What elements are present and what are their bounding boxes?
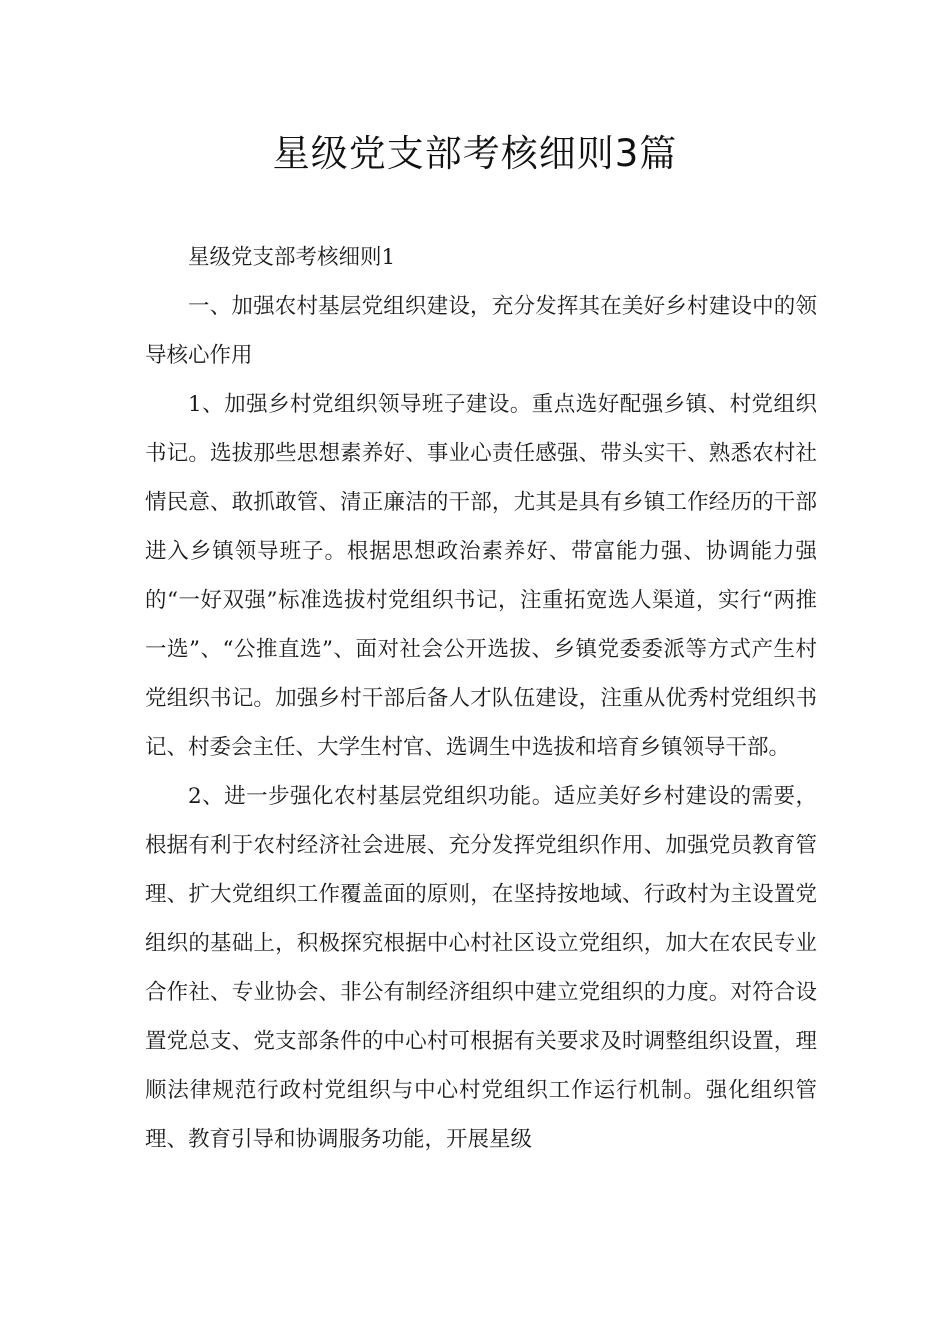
paragraph: 2、进一步强化农村基层党组织功能。适应美好乡村建设的需要，根据有利于农村经济社会进展、充分发挥党组织作用、加强党员教育管理、扩大党组织工作覆盖面的原则，在坚持按地域、行政村为主设置党组织的基础上，积极探究根据中心村社区设立党组织，加大在农民专业合作社、专业协会、非公有制经济组织中建立党组织的力度。对符合设置党总支、党支部条件的中心村可根据有关要求及时调整组织设置，理顺法律规范行政村党组织与中心村党组织工作运行机制。强化组织管理、教育引导和协调服务功能，开展星级 [145,784,817,1152]
document-title: 星级党支部考核细则3篇 [272,132,678,175]
document-body [145,233,817,1164]
section-heading: 星级党支部考核细则1 [188,245,396,270]
paragraph: 一、加强农村基层党组织建设，充分发挥其在美好乡村建设中的领导核心作用 [145,294,817,368]
paragraph: 1、加强乡村党组织领导班子建设。重点选好配强乡镇、村党组织书记。选拔那些思想素养好、事业心责任感强、带头实干、熟悉农村社情民意、敢抓敢管、清正廉洁的干部，尤其是具有乡镇工作经历的干部进入乡镇领导班子。根据思想政治素养好、带富能力强、协调能力强的“一好双强”标准选拔村党组织书记，注重拓宽选人渠道，实行“两推一选”、“公推直选”、面对社会公开选拔、乡镇党委委派等方式产生村党组织书记。加强乡村干部后备人才队伍建设，注重从优秀村党组织书记、村委会主任、大学生村官、选调生中选拔和培育乡镇领导干部。 [145,392,817,760]
